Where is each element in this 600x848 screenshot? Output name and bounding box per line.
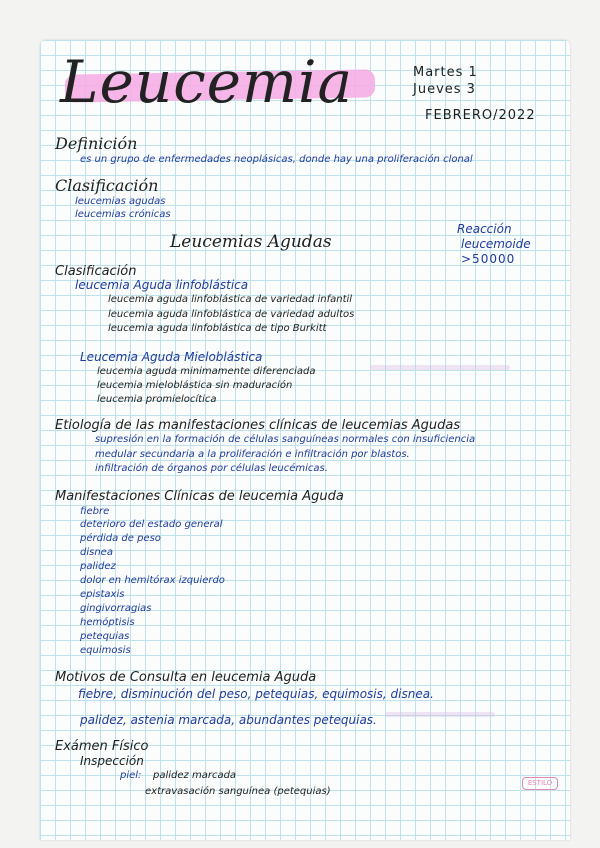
bleed-through-mark [370,365,510,370]
classification-item: leucemias agudas [75,196,166,207]
consultation-line: fiebre, disminución del peso, petequias, equimosis, disnea. [78,687,434,701]
classification-heading: Clasificación [55,176,159,195]
manifestation-item: petequias [80,631,130,642]
lma-item: leucemia mieloblástica sin maduración [97,380,293,391]
manifestation-item: epistaxis [80,589,125,600]
side-note-line: Reacción [457,222,512,236]
manifestation-item: fiebre [80,506,110,517]
side-note-line: >50000 [461,252,516,266]
lla-item: leucemia aguda linfoblástica de variedad infantil [108,294,353,305]
date-day-2: Jueves 3 [413,82,476,97]
lma-heading: Leucemia Aguda Mieloblástica [80,350,263,364]
manifestation-item: dolor en hemitórax izquierdo [80,575,225,586]
lla-heading: leucemia Aguda linfoblástica [75,278,249,292]
date-month-year: FEBRERO/2022 [425,108,536,123]
bleed-through-mark [385,712,495,717]
skin-finding: extravasación sanguínea (petequias) [145,786,331,797]
consultation-heading: Motivos de Consulta en leucemia Aguda [55,670,317,685]
manifestation-item: disnea [80,547,113,558]
manifestation-item: gingivorragias [80,603,152,614]
manifestation-item: hemóptisis [80,617,135,628]
definition-text: es un grupo de enfermedades neoplásicas, donde hay una proliferación clonal [80,154,473,165]
acute-classification-heading: Clasificación [55,264,137,279]
lla-item: leucemia aguda linfoblástica de variedad adultos [108,309,355,320]
page-title: Leucemia [60,48,354,116]
skin-finding: palidez marcada [153,770,237,781]
date-day-1: Martes 1 [413,65,478,80]
consultation-line: palidez, astenia marcada, abundantes petequias. [80,713,377,727]
side-note-line: leucemoide [461,237,531,251]
manifestation-item: pérdida de peso [80,533,161,544]
etiology-heading: Etiología de las manifestaciones clínicas de leucemias Agudas [55,418,461,433]
etiology-line: supresión en la formación de células sanguíneas normales con insuficiencia [95,434,476,445]
skin-label: piel: [120,770,142,781]
classification-item: leucemias crónicas [75,209,171,220]
definition-heading: Definición [55,134,138,153]
acute-heading: Leucemias Agudas [170,232,332,252]
etiology-line: infiltración de órganos por células leucémicas. [95,463,328,474]
lla-item: leucemia aguda linfoblástica de tipo Burkitt [108,323,327,334]
lma-item: leucemia promielocítica [97,394,217,405]
inspection-heading: Inspección [80,754,144,768]
lma-item: leucemia aguda minimamente diferenciada [97,366,316,377]
manifestations-heading: Manifestaciones Clínicas de leucemia Aguda [55,489,344,504]
etiology-line: medular secundaria a la proliferación e infiltración por blastos. [95,449,410,460]
exam-heading: Exámen Físico [55,739,149,754]
manifestation-item: equimosis [80,645,131,656]
manifestation-item: palidez [80,561,116,572]
manifestation-item: deterioro del estado general [80,519,223,530]
brand-stamp: ESTILO [522,777,558,790]
